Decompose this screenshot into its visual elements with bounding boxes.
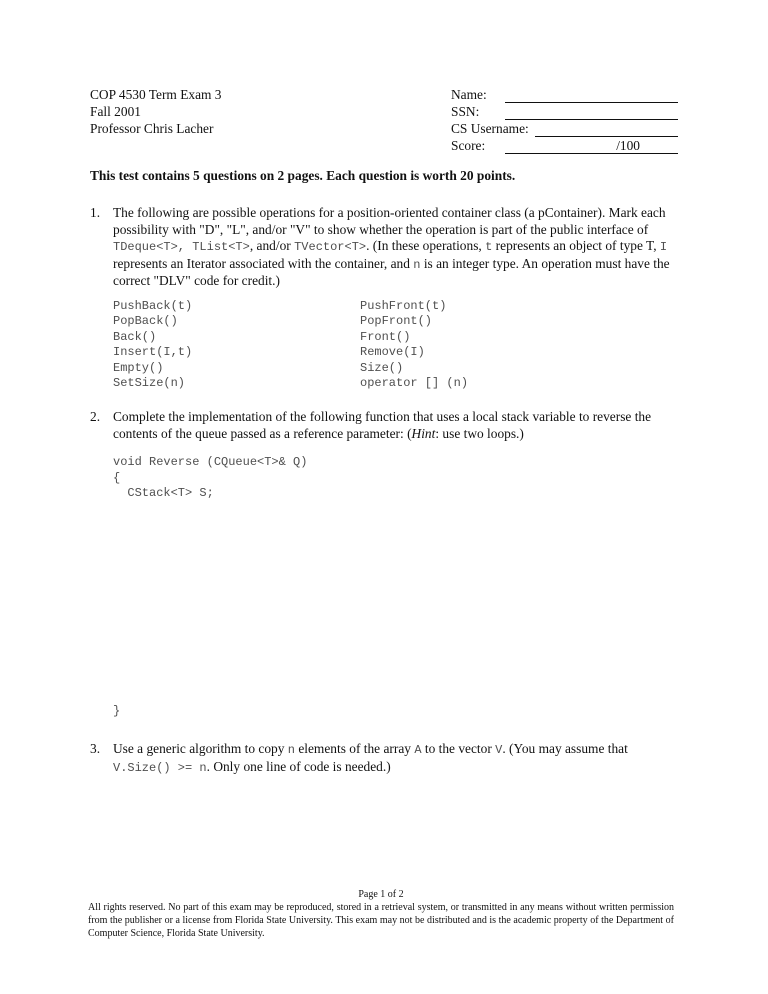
text-run: is an integer type. An operation must have the correct "DLV" code for credit.)	[113, 255, 670, 289]
inline-code: V.Size() >= n	[113, 760, 207, 775]
question-1-number: 1.	[90, 205, 101, 220]
page-footer	[88, 888, 674, 940]
text-run: , and/or	[249, 238, 295, 254]
code-line: Insert(I,t)	[113, 345, 193, 360]
ssn-field	[451, 103, 678, 120]
code-line: {	[113, 470, 121, 485]
professor-name: Professor Chris Lacher	[90, 121, 214, 136]
question-1-body	[113, 205, 678, 392]
inline-code: t	[485, 240, 493, 255]
inline-code: I	[659, 240, 668, 255]
score-field-label: Score:	[451, 138, 486, 153]
name-field	[451, 86, 678, 103]
score-field	[451, 137, 678, 154]
text-run: Use a generic algorithm to copy	[113, 741, 288, 757]
operations-listing	[113, 299, 678, 392]
text-run: . Only one line of code is needed.)	[206, 758, 391, 774]
name-field-blank	[505, 88, 678, 103]
code-line: Front()	[360, 329, 411, 344]
code-line: PushFront(t)	[360, 298, 447, 313]
text-run: to the vector	[421, 741, 496, 757]
text-run: Complete the implementation of the following function that uses a local stack variable to reverse the contents of the queue passed as a reference parameter: (	[113, 408, 652, 441]
code-line: void Reverse (CQueue<T>& Q)	[113, 455, 308, 470]
page-number: Page 1 of 2	[358, 889, 404, 900]
italic-text: Hint	[411, 425, 436, 441]
code-line: operator [] (n)	[360, 376, 469, 391]
ssn-field-blank	[505, 105, 678, 120]
code-line: SetSize(n)	[113, 376, 186, 391]
code-line: PopBack()	[113, 314, 178, 329]
question-1-prompt	[113, 205, 678, 290]
text-run: : use two loops.)	[435, 425, 524, 441]
code-line: Back()	[113, 329, 157, 344]
question-3-prompt	[113, 741, 678, 776]
code-line: Remove(I)	[360, 345, 425, 360]
code-line: Size()	[360, 360, 404, 375]
cs-username-field-blank	[535, 122, 678, 137]
copyright-notice: All rights reserved. No part of this exam may be reproduced, stored in a retrieval system, or transmitted in any means without written permission from the publisher or a license from Florida State University. This exam may not be distributed and is the academic property of the Department of Computer Science, Florida State University.	[88, 902, 674, 939]
text-run: elements of the array	[294, 741, 415, 757]
answer-writing-space	[113, 502, 678, 704]
inline-code: V	[495, 743, 503, 758]
code-line: Empty()	[113, 360, 164, 375]
question-3	[90, 741, 678, 776]
exam-header	[90, 86, 678, 154]
code-line: PopFront()	[360, 314, 433, 329]
inline-code: TDeque<T>, TList<T>	[113, 240, 250, 255]
text-run: . (In these operations,	[366, 238, 486, 254]
code-line: PushBack(t)	[113, 298, 193, 313]
closing-brace: }	[113, 703, 121, 718]
ssn-field-label: SSN:	[451, 104, 480, 119]
course-title: COP 4530 Term Exam 3	[90, 87, 222, 102]
text-run: The following are possible operations for a position-oriented container class (a pContainer). Mark each possibility with "D", "L", and/or "V" to show whether the operation is part of the public interface of	[113, 205, 666, 237]
question-2-body	[113, 409, 678, 719]
question-1	[90, 205, 678, 392]
cs-username-field	[451, 120, 678, 137]
inline-code: n	[413, 257, 421, 272]
operations-left-column	[113, 299, 360, 392]
question-2-prompt	[113, 409, 678, 442]
operations-right-column	[360, 299, 468, 392]
question-2-number: 2.	[90, 408, 101, 424]
inline-code: A	[414, 743, 422, 758]
cs-username-field-label: CS Username:	[451, 121, 529, 136]
question-3-number: 3.	[90, 741, 101, 757]
score-field-blank	[505, 139, 678, 154]
code-line: CStack<T> S;	[113, 486, 214, 501]
inline-code: n	[287, 743, 295, 758]
test-instructions: This test contains 5 questions on 2 pages. Each question is worth 20 points.	[90, 168, 516, 183]
exam-info-block	[90, 86, 221, 154]
text-run: represents an Iterator associated with the container, and	[113, 255, 414, 271]
reverse-function-code	[113, 455, 678, 502]
text-run: . (You may assume that	[502, 741, 628, 757]
question-3-body	[113, 741, 678, 776]
inline-code: TVector<T>	[294, 240, 367, 255]
exam-term: Fall 2001	[90, 104, 141, 119]
page-content	[90, 86, 678, 776]
text-run: represents an object of type T,	[492, 238, 660, 254]
name-field-label: Name:	[451, 87, 487, 102]
score-denominator: /100	[616, 138, 640, 153]
question-2	[90, 409, 678, 719]
student-fields-block	[451, 86, 678, 154]
